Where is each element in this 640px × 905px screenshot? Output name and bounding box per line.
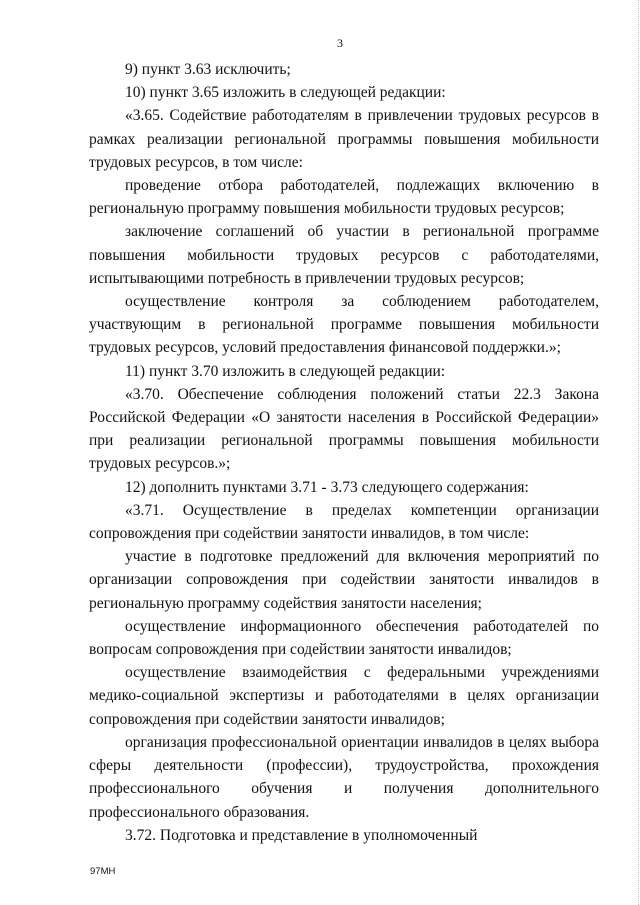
paragraph: 9) пункт 3.63 исключить; xyxy=(125,61,291,78)
paragraph: осуществление взаимодействия с федеральными учреждениями медико-социальной экспертизы и работодателями в целях организации сопровождения при содействии занятости инвалидов; xyxy=(89,664,599,728)
page-number: 3 xyxy=(337,36,343,50)
paragraph: 12) дополнить пунктами 3.71 - 3.73 следующего содержания: xyxy=(125,478,529,496)
paragraph: «3.71. Осуществление в пределах компетенции организации сопровождения при содействии занятости инвалидов, в том числе: xyxy=(89,501,599,543)
paragraph: осуществление контроля за соблюдением работодателем, участвующим в региональной программе повышения мобильности трудовых ресурсов, условий предоставления финансовой поддержки.»; xyxy=(89,293,599,357)
paragraph: «3.70. Обеспечение соблюдения положений статьи 22.3 Закона Российской Федерации «О занятости населения в Российской Федерации» при реализации региональной программы повышения мобильности трудовых ресурсов.»; xyxy=(89,385,599,473)
footer-code: 97МН xyxy=(90,866,116,877)
paragraph: 11) пункт 3.70 изложить в следующей редакции: xyxy=(125,362,446,380)
paragraph: проведение отбора работодателей, подлежащих включению в региональную программу повышения мобильности трудовых ресурсов; xyxy=(89,177,599,218)
document-body xyxy=(89,58,599,847)
paragraph: осуществление информационного обеспечения работодателей по вопросам сопровождения при содействии занятости инвалидов; xyxy=(89,617,599,659)
paragraph: заключение соглашений об участии в региональной программе повышения мобильности трудовых ресурсов с работодателями, испытывающими потребность в привлечении трудовых ресурсов; xyxy=(89,223,599,287)
paragraph: 10) пункт 3.65 изложить в следующей редакции: xyxy=(125,84,446,102)
paragraph: организация профессиональной ориентации инвалидов в целях выбора сферы деятельности (профессии), трудоустройства, прохождения профессионального обучения и получения дополнительного профессионального образования. xyxy=(89,733,599,821)
paragraph: 3.72. Подготовка и представление в уполномоченный xyxy=(125,826,478,844)
paragraph: «3.65. Содействие работодателям в привлечении трудовых ресурсов в рамках реализации региональной программы повышения мобильности трудовых ресурсов, в том числе: xyxy=(89,107,599,171)
paragraph: участие в подготовке предложений для включения мероприятий по организации сопровождения при содействии занятости инвалидов в региональную программу содействия занятости населения; xyxy=(89,548,599,612)
